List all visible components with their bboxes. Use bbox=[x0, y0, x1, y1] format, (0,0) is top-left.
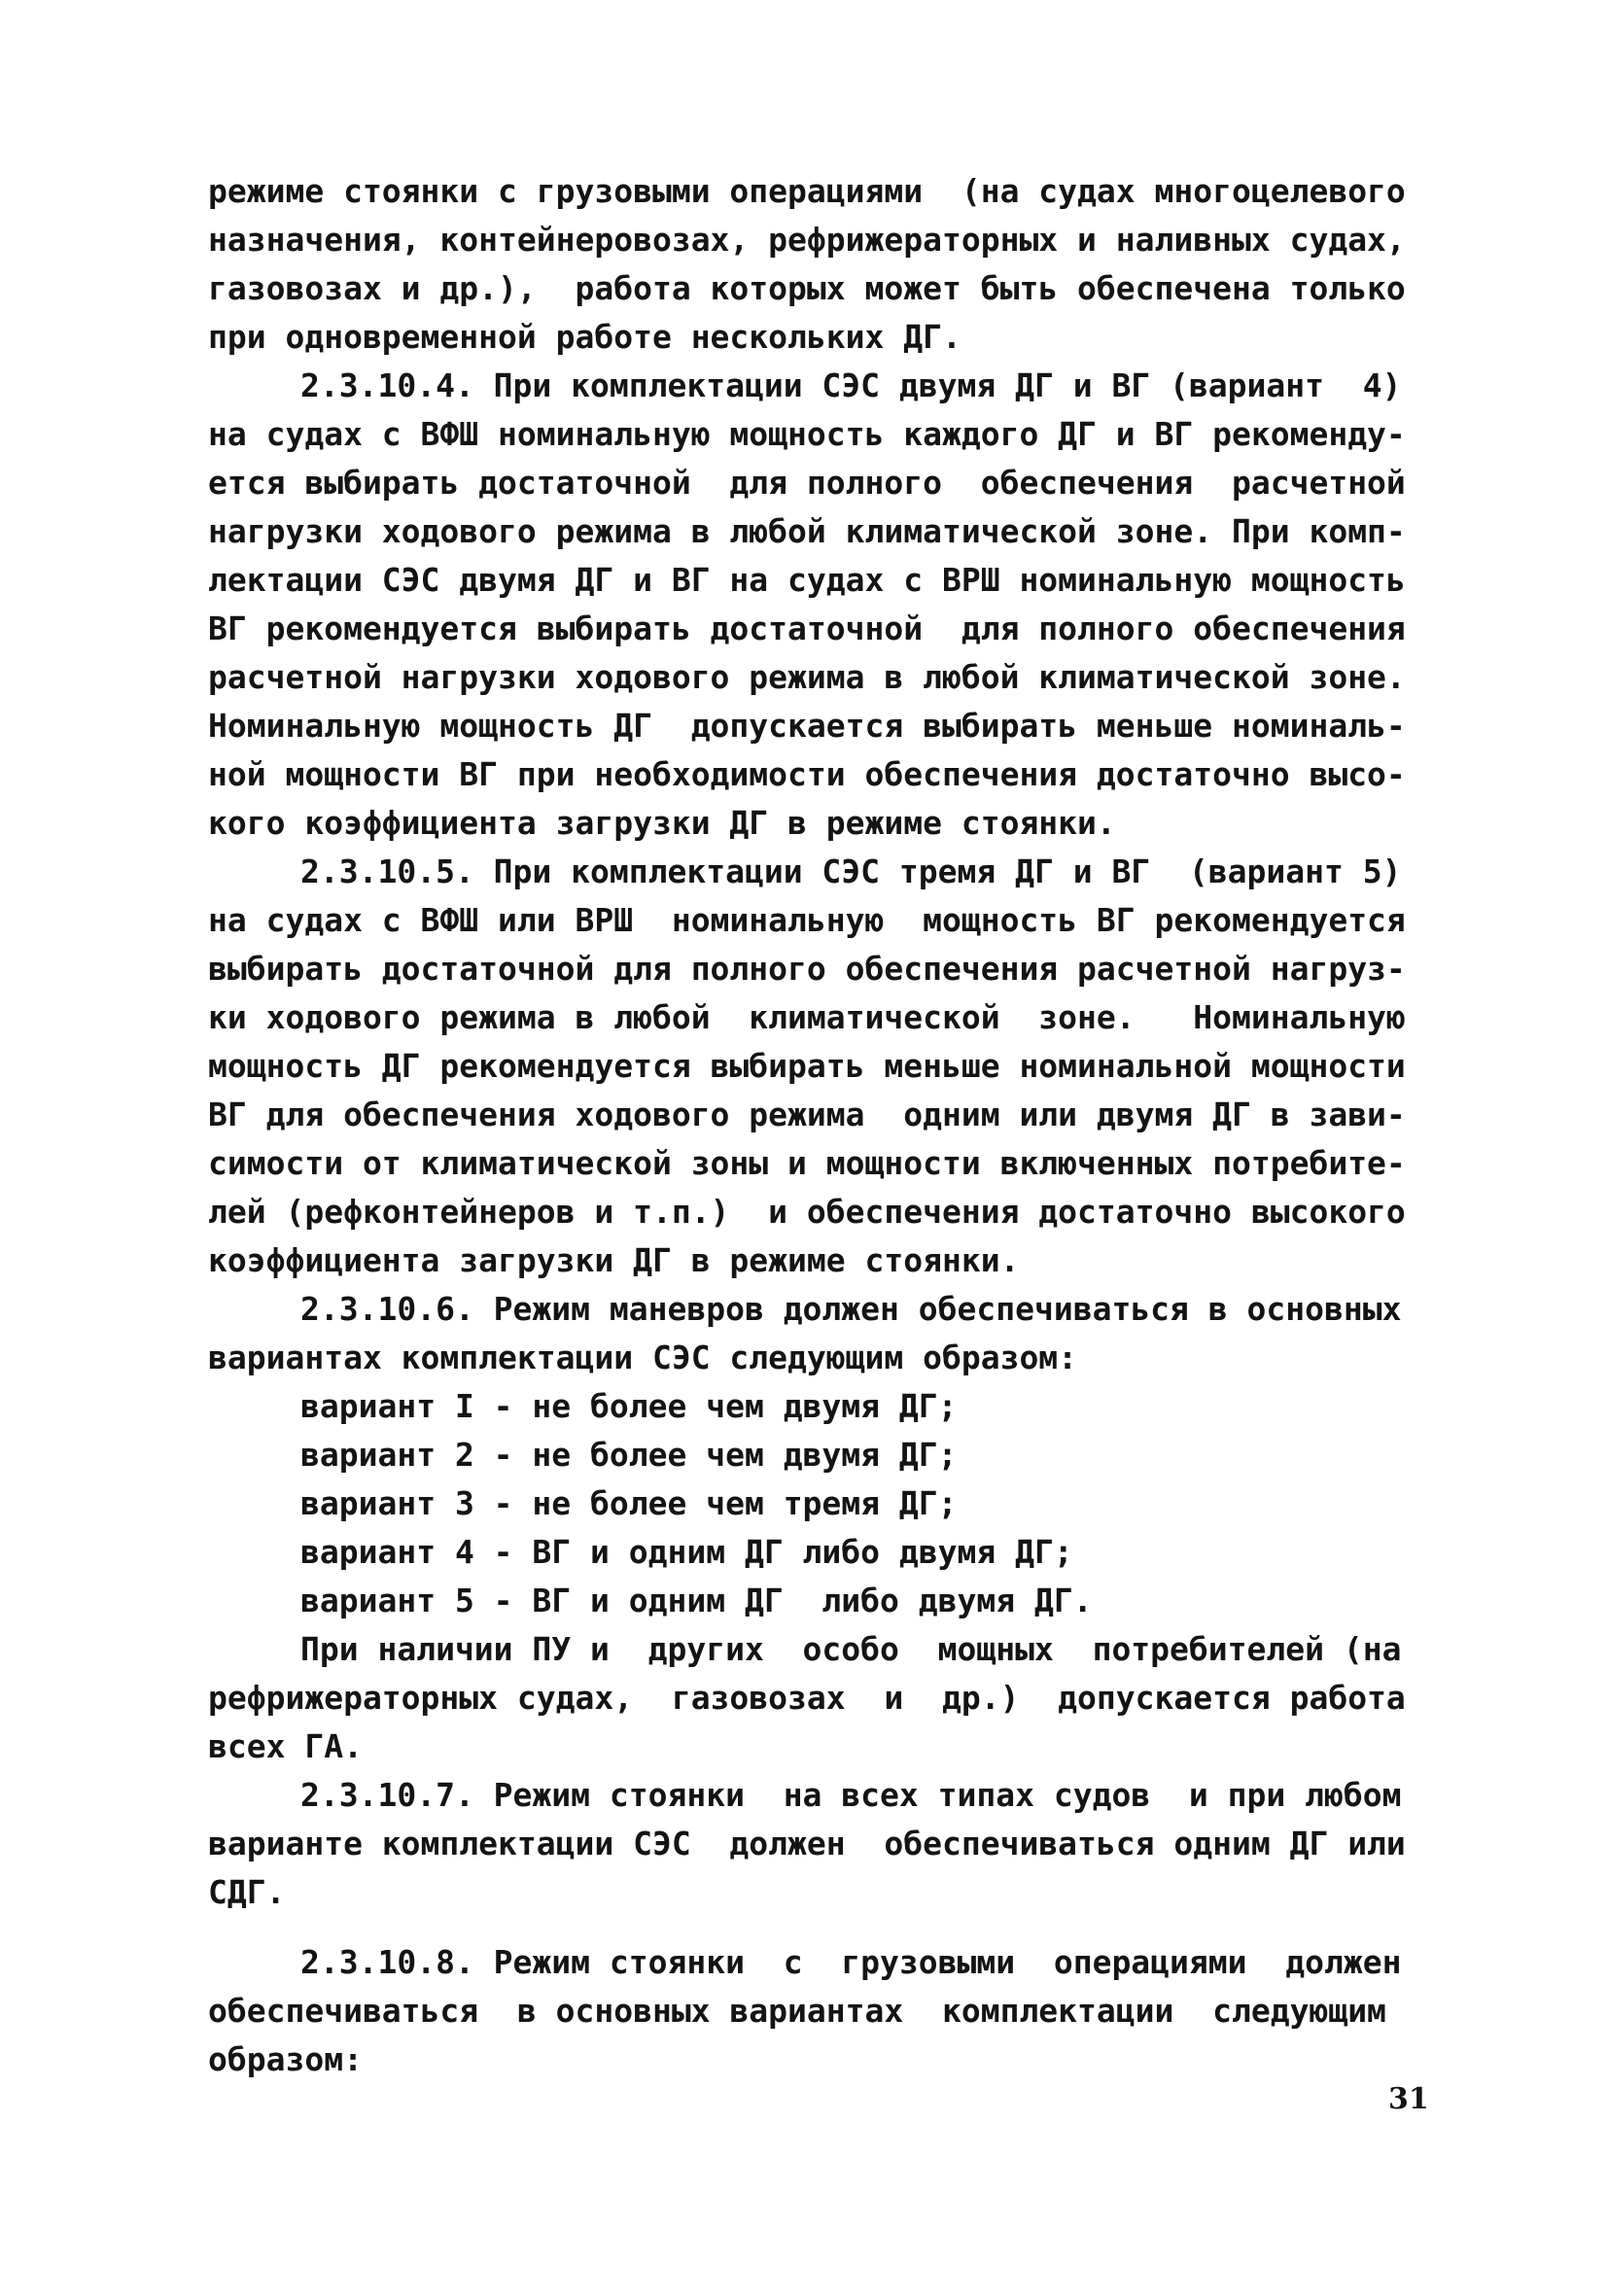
text-line: ВГ рекомендуется выбирать достаточной для полного обеспечения bbox=[208, 609, 1406, 647]
text-line: Номинальную мощность ДГ допускается выбирать меньше номиналь- bbox=[208, 707, 1406, 745]
text-line: вариант I - не более чем двумя ДГ; bbox=[300, 1387, 958, 1425]
text-line: назначения, контейнеровозах, рефрижераторных и наливных судах, bbox=[208, 221, 1406, 259]
text-line: ной мощности ВГ при необходимости обеспечения достаточно высо- bbox=[208, 755, 1406, 793]
text-line: ется выбирать достаточной для полного обеспечения расчетной bbox=[208, 464, 1406, 502]
text-line: режиме стоянки с грузовыми операциями (на судах многоцелевого bbox=[208, 172, 1406, 210]
text-line: выбирать достаточной для полного обеспечения расчетной нагруз- bbox=[208, 950, 1406, 988]
text-line: лей (рефконтейнеров и т.п.) и обеспечения достаточно высокого bbox=[208, 1193, 1406, 1231]
paragraph-gap bbox=[208, 1917, 1414, 1938]
text-line: обеспечиваться в основных вариантах комплектации следующим bbox=[208, 1992, 1386, 2030]
text-line: ВГ для обеспечения ходового режима одним или двумя ДГ в зави- bbox=[208, 1096, 1406, 1133]
text-line: симости от климатической зоны и мощности включенных потребите- bbox=[208, 1144, 1406, 1182]
text-line: При наличии ПУ и других особо мощных потребителей (на bbox=[300, 1630, 1402, 1668]
text-line: варианте комплектации СЭС должен обеспечиваться одним ДГ или bbox=[208, 1825, 1406, 1862]
text-line: 2.3.10.8. Режим стоянки с грузовыми операциями должен bbox=[300, 1943, 1402, 1981]
text-line: вариант 3 - не более чем тремя ДГ; bbox=[300, 1484, 958, 1522]
page-number: 31 bbox=[1388, 2082, 1429, 2116]
text-line: всех ГА. bbox=[208, 1727, 363, 1765]
text-line: кого коэффициента загрузки ДГ в режиме стоянки. bbox=[208, 804, 1116, 842]
text-line: вариант 2 - не более чем двумя ДГ; bbox=[300, 1436, 958, 1474]
text-line: нагрузки ходового режима в любой климатической зоне. При комп- bbox=[208, 512, 1406, 550]
text-line: 2.3.10.7. Режим стоянки на всех типах судов и при любом bbox=[300, 1776, 1402, 1814]
text-line: вариант 5 - ВГ и одним ДГ либо двумя ДГ. bbox=[300, 1582, 1093, 1619]
body-text bbox=[208, 167, 1414, 2084]
text-line: образом: bbox=[208, 2040, 363, 2078]
text-line: расчетной нагрузки ходового режима в любой климатической зоне. bbox=[208, 658, 1406, 696]
text-line: на судах с ВФШ номинальную мощность каждого ДГ и ВГ рекоменду- bbox=[208, 415, 1406, 453]
text-line: вариант 4 - ВГ и одним ДГ либо двумя ДГ; bbox=[300, 1533, 1073, 1571]
text-line: на судах с ВФШ или ВРШ номинальную мощность ВГ рекомендуется bbox=[208, 901, 1406, 939]
text-line: вариантах комплектации СЭС следующим образом: bbox=[208, 1339, 1078, 1376]
text-line: газовозах и др.), работа которых может быть обеспечена только bbox=[208, 269, 1406, 307]
text-line: рефрижераторных судах, газовозах и др.) допускается работа bbox=[208, 1679, 1406, 1717]
text-line: 2.3.10.6. Режим маневров должен обеспечиваться в основных bbox=[300, 1290, 1402, 1328]
text-line: ки ходового режима в любой климатической зоне. Номинальную bbox=[208, 998, 1406, 1036]
text-line: коэффициента загрузки ДГ в режиме стоянки. bbox=[208, 1241, 1020, 1279]
text-line: 2.3.10.5. При комплектации СЭС тремя ДГ и ВГ (вариант 5) bbox=[300, 852, 1402, 890]
text-line: СДГ. bbox=[208, 1873, 286, 1911]
text-line: лектации СЭС двумя ДГ и ВГ на судах с ВРШ номинальную мощность bbox=[208, 561, 1406, 599]
text-line: мощность ДГ рекомендуется выбирать меньше номинальной мощности bbox=[208, 1047, 1406, 1085]
text-line: при одновременной работе нескольких ДГ. bbox=[208, 318, 961, 356]
text-line: 2.3.10.4. При комплектации СЭС двумя ДГ и ВГ (вариант 4) bbox=[300, 366, 1402, 404]
